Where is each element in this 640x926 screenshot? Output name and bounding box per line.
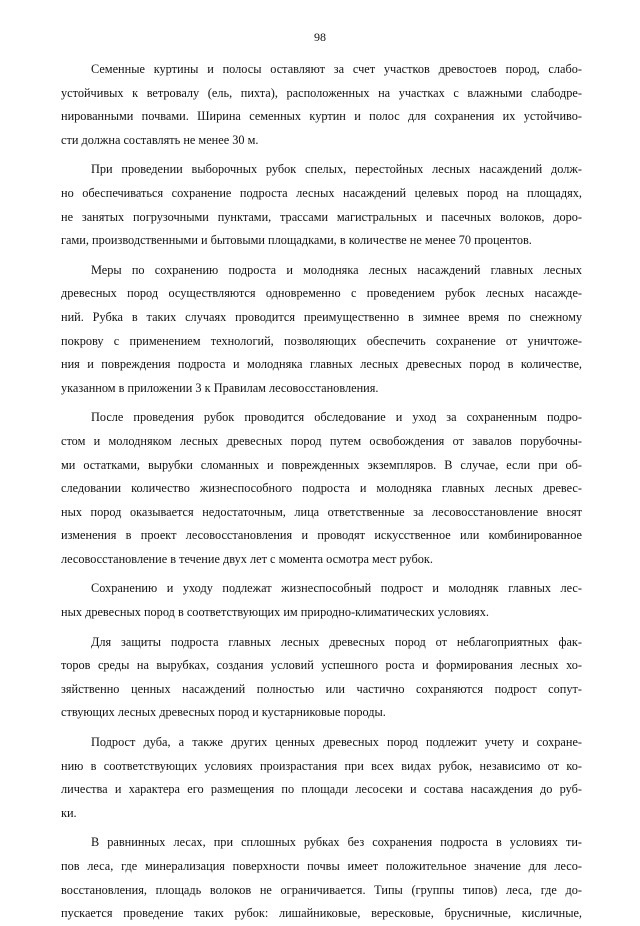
paragraph-8 [61, 831, 582, 925]
text-line: При проведении выборочных рубок спелых, перестойных лесных насаждений долж- [91, 162, 582, 177]
paragraph-6 [61, 631, 582, 725]
text-line: покрову с применением технологий, позволяющих обеспечить сохранение от уничтоже- [61, 333, 582, 348]
text-line: указанном в приложении 3 к Правилам лесовосстановления. [61, 380, 379, 395]
paragraph-1 [61, 58, 582, 152]
paragraph-7 [61, 731, 582, 825]
text-line: стом и молодняком лесных древесных пород путем освобождения от завалов порубочны- [61, 433, 582, 448]
text-line: гами, производственными и бытовыми площадками, в количестве не менее 70 процентов. [61, 233, 532, 248]
text-line: В равнинных лесах, при сплошных рубках без сохранения подроста в условиях ти- [91, 835, 582, 850]
text-line: Сохранению и уходу подлежат жизнеспособный подрост и молодняк главных лес- [91, 581, 582, 596]
page-number: 98 [314, 30, 326, 44]
text-line: изменения в проект лесовосстановления и проводят искусственное или комбинированное [61, 528, 582, 543]
text-line: личества и характера его размещения по площади лесосеки и состава насаждения до руб- [61, 782, 582, 797]
text-line: нированными почвами. Ширина семенных куртин и полос для сохранения их устойчиво- [61, 109, 582, 124]
text-line: Для защиты подроста главных лесных древесных пород от неблагоприятных фак- [91, 634, 582, 649]
text-line: лесовосстановление в течение двух лет с момента осмотра мест рубок. [61, 551, 433, 566]
text-line: следовании количество жизнеспособного подроста и молодняка главных лесных древес- [61, 481, 582, 496]
text-line: ми остатками, вырубки сломанных и поврежденных экземпляров. В случае, если при об- [61, 457, 582, 472]
text-line: ния и повреждения подроста и молодняка главных лесных древесных пород в количестве, [61, 357, 582, 372]
paragraph-2 [61, 158, 582, 252]
text-line: ствующих лесных древесных пород и кустарниковые породы. [61, 705, 386, 720]
text-line: Меры по сохранению подроста и молодняка лесных насаждений главных лесных [91, 262, 582, 277]
text-line: древесных пород осуществляются одновременно с проведением рубок лесных насажде- [61, 286, 582, 301]
text-line: ки. [61, 805, 77, 820]
text-line: нию в соответствующих условиях произрастания при всех видах рубок, независимо от ко- [61, 758, 582, 773]
text-body [61, 58, 582, 926]
text-line: После проведения рубок проводится обследование и уход за сохраненным подро- [91, 410, 582, 425]
text-line: ных древесных пород в соответствующих им природно-климатических условиях. [61, 605, 489, 620]
text-line: но обеспечиваться сохранение подроста лесных насаждений целевых пород на площадях, [61, 185, 582, 200]
text-line: сти должна составлять не менее 30 м. [61, 132, 259, 147]
text-line: Подрост дуба, а также других ценных древесных пород подлежит учету и сохране- [91, 735, 582, 750]
paragraph-4 [61, 406, 582, 571]
paragraph-3 [61, 259, 582, 401]
text-line: устойчивых к ветровалу (ель, пихта), расположенных на участках с влажными слабодре- [61, 85, 582, 100]
text-line: не занятых погрузочными пунктами, трассами магистральных и пасечных волоков, доро- [61, 209, 582, 224]
text-line: зяйственно ценных насаждений полностью или частично сохраняются подрост сопут- [61, 681, 582, 696]
text-line: ний. Рубка в таких случаях проводится преимущественно в зимнее время по снежному [61, 309, 582, 324]
text-line: восстановления, площадь волоков не ограничивается. Типы (группы типов) леса, где до- [61, 882, 582, 897]
text-line: ных пород оказывается недостаточным, лица ответственные за лесовосстановление вносят [61, 504, 582, 519]
text-line: пускается проведение таких рубок: лишайниковые, вересковые, брусничные, кисличные, [61, 906, 582, 921]
text-line: Семенные куртины и полосы оставляют за счет участков древостоев пород, слабо- [91, 62, 582, 76]
paragraph-5 [61, 577, 582, 624]
text-line: пов леса, где минерализация поверхности почвы имеет положительное значение для лесо- [61, 859, 582, 873]
text-line: торов среды на вырубках, создания условий успешного роста и формирования лесных хо- [61, 658, 582, 673]
